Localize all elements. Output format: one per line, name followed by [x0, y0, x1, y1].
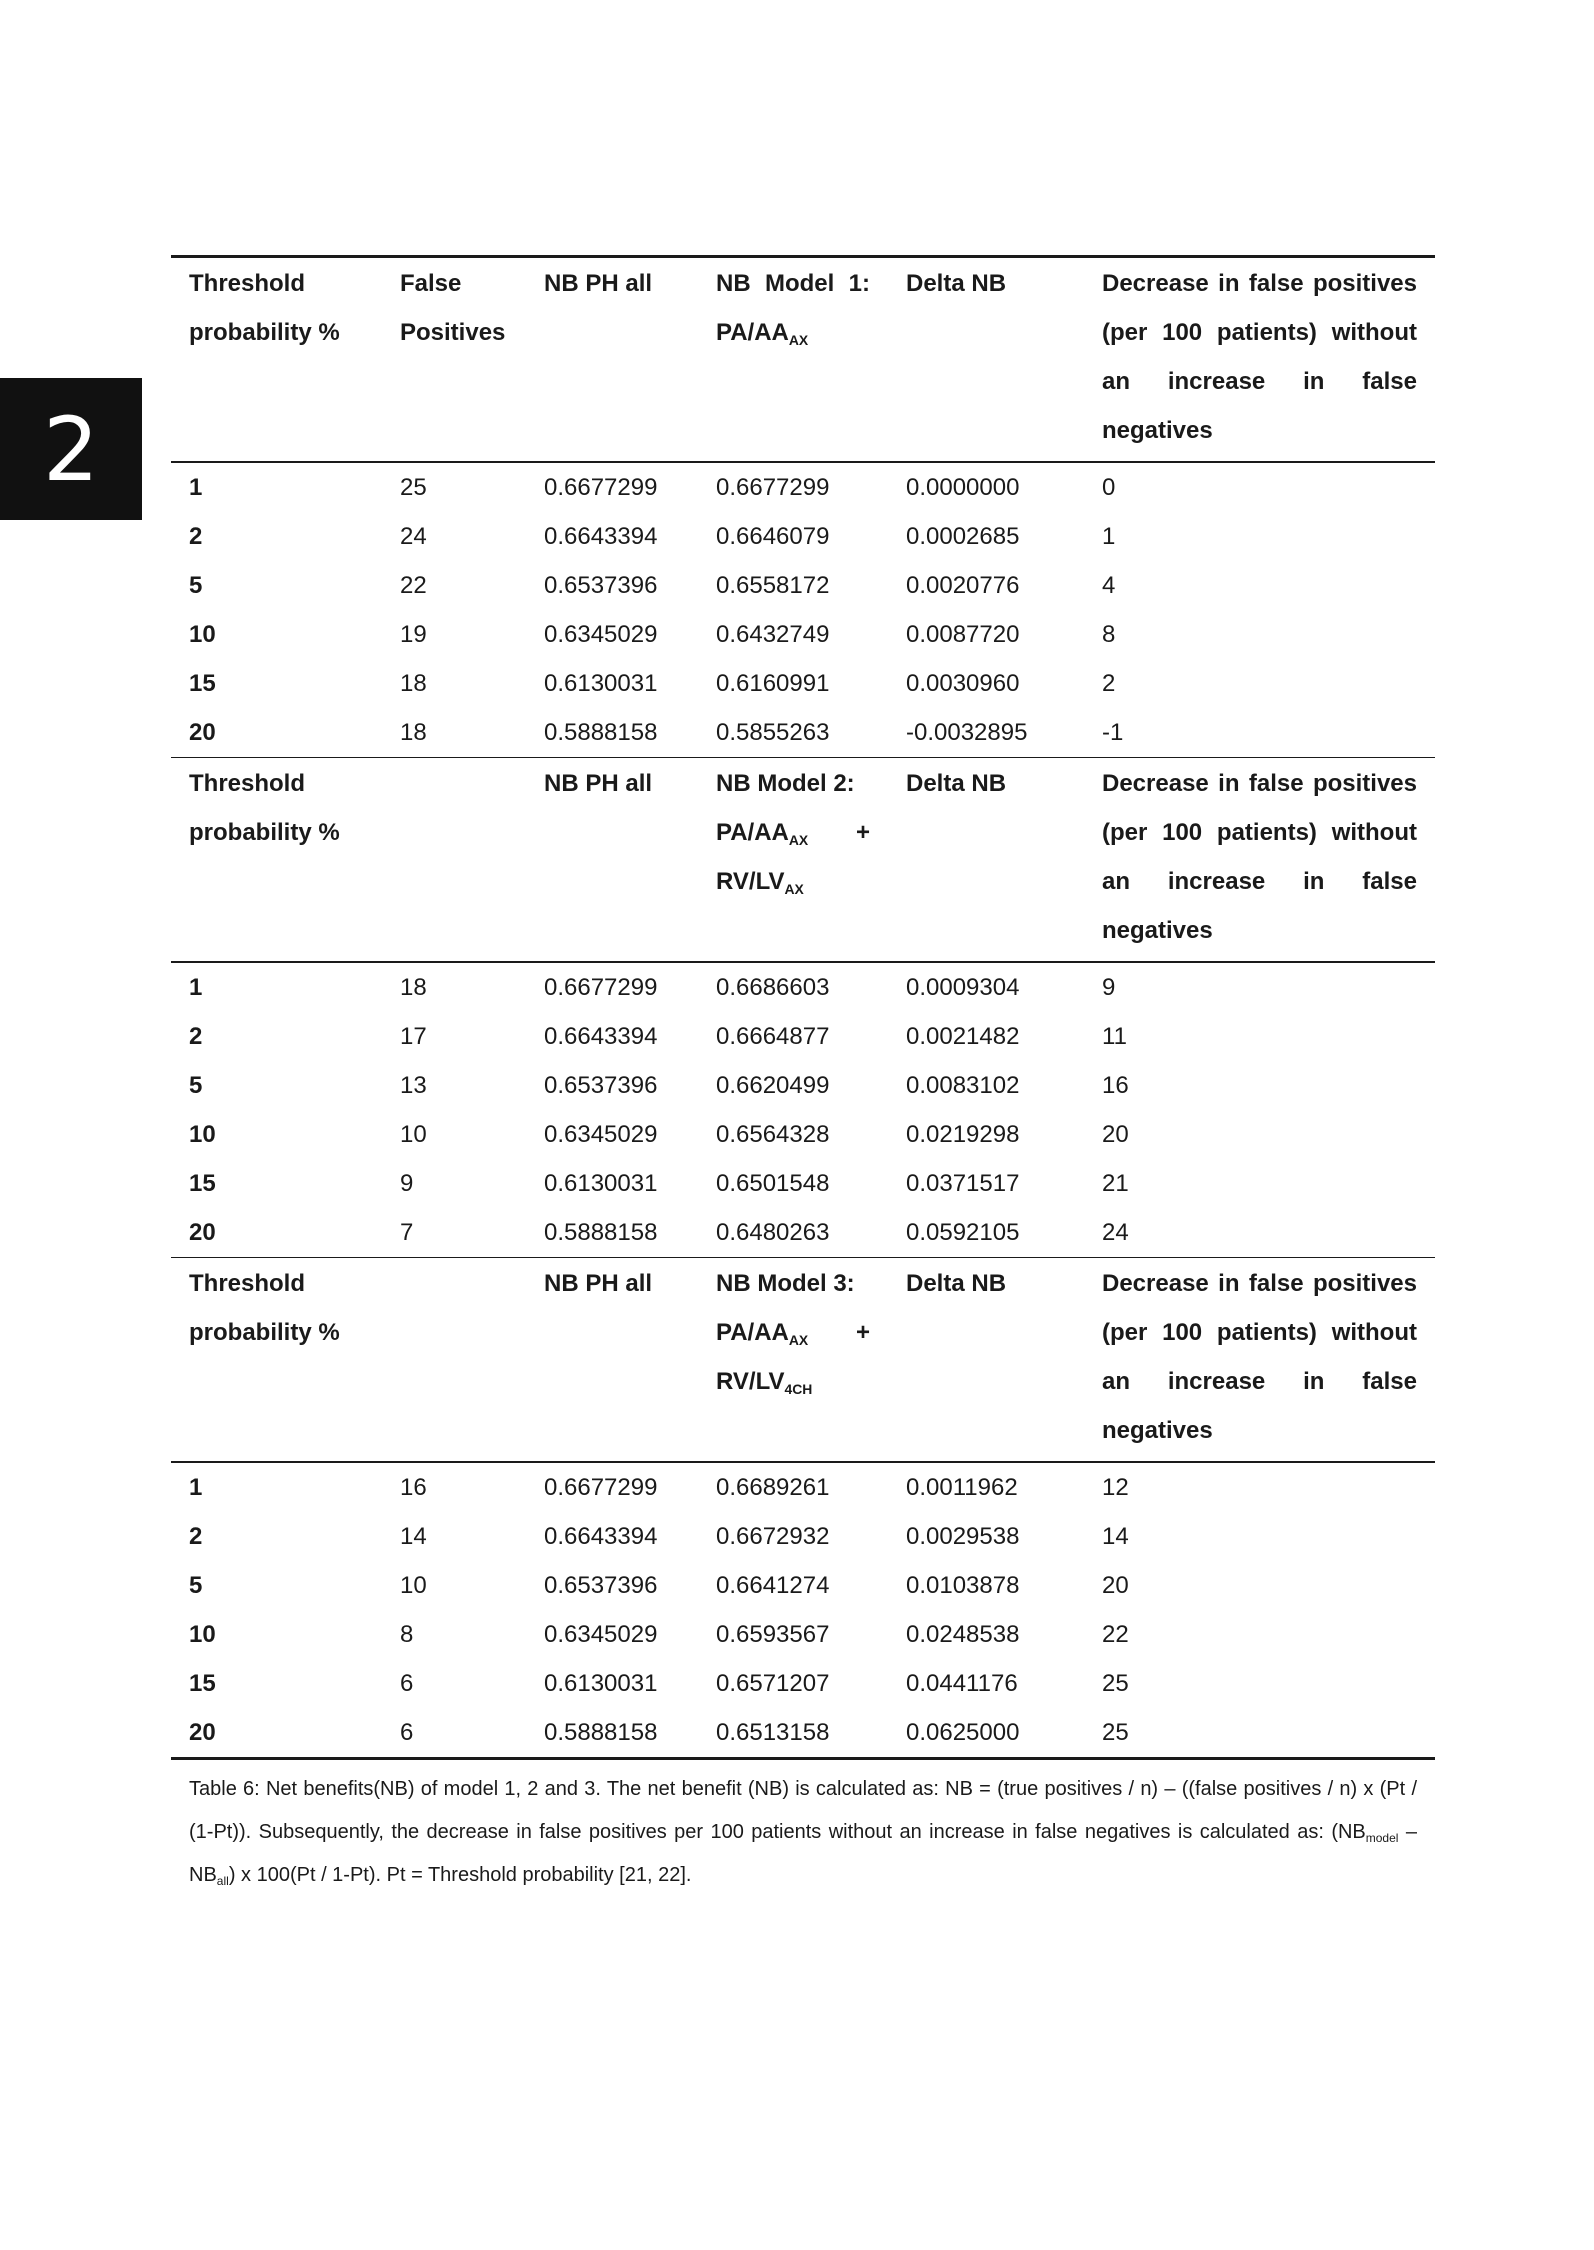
cell-fp: 18 [400, 719, 427, 746]
cell-delta: 0.0441176 [906, 1670, 1018, 1697]
cell-nb-ph-all: 0.6643394 [544, 1023, 658, 1050]
model-line3-main: RV/LV [716, 868, 785, 895]
cell-decrease: 20 [1102, 1572, 1129, 1599]
table-row [171, 1110, 1435, 1159]
cell-threshold: 2 [189, 1023, 203, 1050]
header-threshold-line2: probability % [189, 1319, 340, 1346]
table-row [171, 610, 1435, 659]
model-line2-plus: + [855, 1319, 870, 1346]
header-decrease-line-1: Decrease in false positives [1102, 770, 1417, 797]
cell-fp: 9 [400, 1170, 414, 1197]
table-row [171, 1512, 1435, 1561]
header-nb-ph-all [526, 257, 698, 463]
header-false-positives [382, 758, 526, 963]
chapter-number-tab: 2 [0, 378, 142, 520]
table-row [171, 1708, 1435, 1759]
header-false-positives [382, 257, 526, 463]
cell-threshold: 1 [171, 962, 382, 1012]
cell-threshold: 5 [189, 1572, 203, 1599]
cell-decrease: 12 [1084, 1462, 1435, 1512]
table-section-3 [171, 1258, 1435, 1759]
cell-decrease: 14 [1102, 1523, 1129, 1550]
model-line2-main: PA/AA [716, 819, 789, 846]
table-row [171, 1208, 1435, 1258]
cell-nb-ph-all: 0.6130031 [544, 1670, 658, 1697]
cell-threshold: 20 [171, 1708, 382, 1759]
header-decrease-line-2: (per 100 patients) without [1102, 819, 1417, 846]
model-line3-main: RV/LV [716, 1368, 785, 1395]
cell-delta: 0.0000000 [888, 462, 1084, 512]
cell-nb-ph-all: 0.6677299 [526, 1462, 698, 1512]
cell-decrease: 8 [1102, 621, 1116, 648]
cell-delta: 0.0625000 [888, 1708, 1084, 1759]
cell-threshold: 2 [189, 523, 203, 550]
cell-decrease: 0 [1084, 462, 1435, 512]
header-decrease-line-2: (per 100 patients) without [1102, 1319, 1417, 1346]
cell-nb-model: 0.6593567 [716, 1621, 830, 1648]
cell-threshold: 5 [189, 1072, 203, 1099]
header-threshold [171, 257, 382, 463]
cell-nb-model: 0.6677299 [698, 462, 888, 512]
cell-fp: 18 [400, 670, 427, 697]
cell-nb-model: 0.6620499 [716, 1072, 830, 1099]
cell-nb-ph-all: 0.5888158 [544, 719, 658, 746]
cell-nb-model: 0.6689261 [698, 1462, 888, 1512]
caption-sub-model: model [1365, 1831, 1399, 1846]
cell-nb-ph-all: 0.6643394 [544, 1523, 658, 1550]
table-row [171, 462, 1435, 512]
header-false-positives [382, 1258, 526, 1463]
cell-nb-ph-all: 0.6345029 [544, 1121, 658, 1148]
header-threshold-line1: Threshold [189, 1270, 306, 1297]
header-decrease-line-2: (per 100 patients) without [1102, 319, 1417, 346]
cell-delta: -0.0032895 [906, 719, 1028, 746]
cell-decrease: 25 [1084, 1708, 1435, 1759]
header-threshold-line1: Threshold [189, 270, 306, 297]
table-row [171, 708, 1435, 758]
model-title-text: NB Model 1: [716, 270, 870, 297]
table-row [171, 1659, 1435, 1708]
table-section-1 [171, 257, 1435, 758]
header-threshold [171, 1258, 382, 1463]
cell-fp: 22 [400, 572, 427, 599]
cell-decrease: 25 [1102, 1670, 1129, 1697]
header-threshold [171, 758, 382, 963]
header-row [171, 1258, 1435, 1463]
table-row [171, 561, 1435, 610]
cell-decrease: -1 [1102, 719, 1124, 746]
cell-nb-model: 0.6160991 [716, 670, 830, 697]
cell-nb-ph-all: 0.5888158 [544, 1219, 658, 1246]
cell-delta: 0.0009304 [888, 962, 1084, 1012]
cell-nb-ph-all: 0.6677299 [526, 462, 698, 512]
model-line2-sub: AX [788, 831, 809, 848]
cell-fp: 16 [382, 1462, 526, 1512]
model-line2-term [716, 819, 808, 846]
header-decrease-line-1: Decrease in false positives [1102, 1270, 1417, 1297]
model-line2-plus: + [855, 819, 870, 846]
header-decrease-line-3: an increase in false [1102, 1368, 1417, 1395]
header-nb-ph-all-text: NB PH all [544, 770, 653, 797]
header-nb-model [698, 758, 888, 963]
table-row [171, 512, 1435, 561]
header-threshold-line2: probability % [189, 319, 340, 346]
cell-threshold: 10 [189, 1121, 216, 1148]
header-nb-ph-all [526, 758, 698, 963]
header-delta-nb [888, 257, 1084, 463]
header-decrease-fp [1084, 758, 1435, 963]
cell-nb-model: 0.5855263 [716, 719, 830, 746]
cell-decrease: 4 [1102, 572, 1116, 599]
model-title-text: NB Model 3: [716, 1270, 855, 1297]
cell-fp: 17 [400, 1023, 427, 1050]
cell-decrease: 9 [1084, 962, 1435, 1012]
cell-threshold: 20 [189, 719, 216, 746]
cell-fp: 19 [400, 621, 427, 648]
cell-decrease: 11 [1102, 1023, 1127, 1050]
cell-threshold: 5 [189, 572, 203, 599]
cell-nb-ph-all: 0.6130031 [544, 670, 658, 697]
header-decrease-line-3: an increase in false [1102, 368, 1417, 395]
table-row [171, 1610, 1435, 1659]
header-decrease-fp [1084, 1258, 1435, 1463]
cell-nb-ph-all: 0.6345029 [544, 621, 658, 648]
header-decrease-line-3: an increase in false [1102, 868, 1417, 895]
header-nb-ph-all [526, 1258, 698, 1463]
cell-fp: 6 [382, 1708, 526, 1759]
model-line2 [716, 308, 888, 357]
cell-nb-model: 0.6558172 [716, 572, 830, 599]
net-benefit-table [171, 255, 1435, 1760]
cell-threshold: 10 [189, 621, 216, 648]
caption-sub-all: all [216, 1874, 229, 1889]
cell-delta: 0.0020776 [906, 572, 1020, 599]
model-line2-term [716, 319, 808, 346]
cell-fp: 8 [400, 1621, 414, 1648]
cell-decrease: 16 [1102, 1072, 1129, 1099]
table-row [171, 1561, 1435, 1610]
model-title [716, 759, 888, 808]
table-caption [189, 1768, 1417, 1897]
cell-decrease: 20 [1102, 1121, 1129, 1148]
header-delta-nb-text: Delta NB [906, 270, 1007, 297]
cell-threshold: 20 [189, 1219, 216, 1246]
cell-nb-model: 0.6432749 [716, 621, 830, 648]
model-title-text: NB Model 2: [716, 770, 855, 797]
table-row [171, 962, 1435, 1012]
header-threshold-line2: probability % [189, 819, 340, 846]
cell-delta: 0.0021482 [906, 1023, 1020, 1050]
cell-nb-ph-all: 0.6537396 [544, 1572, 658, 1599]
cell-delta: 0.0103878 [906, 1572, 1020, 1599]
caption-text-2: – NB [189, 1821, 1417, 1886]
cell-delta: 0.0011962 [888, 1462, 1084, 1512]
cell-delta: 0.0087720 [906, 621, 1020, 648]
header-decrease-line-4: negatives [1102, 1417, 1213, 1444]
cell-threshold: 2 [189, 1523, 203, 1550]
table-row [171, 1061, 1435, 1110]
model-line2-sub: AX [788, 331, 809, 348]
header-row [171, 758, 1435, 963]
cell-threshold: 1 [171, 462, 382, 512]
caption-text-3: ) x 100(Pt / 1-Pt). Pt = Threshold probability [21, 22]. [228, 1864, 692, 1886]
header-threshold-line1: Threshold [189, 770, 306, 797]
cell-fp: 18 [382, 962, 526, 1012]
model-line3 [716, 857, 888, 906]
cell-fp: 14 [400, 1523, 427, 1550]
model-line3 [716, 1357, 888, 1406]
header-nb-model [698, 257, 888, 463]
cell-nb-model: 0.6672932 [716, 1523, 830, 1550]
header-nb-ph-all-text: NB PH all [544, 270, 653, 297]
header-row [171, 257, 1435, 463]
model-line2-term [716, 1319, 808, 1346]
cell-nb-model: 0.6513158 [698, 1708, 888, 1759]
caption-text-1: Table 6: Net benefits(NB) of model 1, 2 and 3. The net benefit (NB) is calculated as: NB = (true positives / n) – ((false positives / n) x (Pt / (1-Pt)). Subsequently, the decrease in false positives per 100 patients without an increase in false negatives is calculated as: (NB [189, 1778, 1417, 1843]
header-nb-ph-all-text: NB PH all [544, 1270, 653, 1297]
cell-nb-model: 0.6501548 [716, 1170, 830, 1197]
cell-delta: 0.0371517 [906, 1170, 1020, 1197]
model-title [716, 259, 888, 308]
table-row [171, 1012, 1435, 1061]
table-section-2 [171, 758, 1435, 1258]
net-benefit-table-container [171, 255, 1435, 1760]
cell-decrease: 1 [1102, 523, 1116, 550]
cell-delta: 0.0030960 [906, 670, 1020, 697]
header-delta-nb-text: Delta NB [906, 1270, 1007, 1297]
cell-nb-ph-all: 0.5888158 [526, 1708, 698, 1759]
model-line2-main: PA/AA [716, 319, 789, 346]
header-decrease-line-4: negatives [1102, 917, 1213, 944]
header-decrease-fp [1084, 257, 1435, 463]
cell-nb-model: 0.6646079 [716, 523, 830, 550]
cell-fp: 10 [400, 1572, 427, 1599]
cell-delta: 0.0083102 [906, 1072, 1020, 1099]
cell-nb-model: 0.6480263 [716, 1219, 830, 1246]
cell-nb-model: 0.6686603 [698, 962, 888, 1012]
header-decrease-line-4: negatives [1102, 417, 1213, 444]
cell-delta: 0.0592105 [906, 1219, 1020, 1246]
cell-nb-model: 0.6641274 [716, 1572, 830, 1599]
cell-threshold: 15 [189, 1170, 216, 1197]
cell-fp: 7 [400, 1219, 414, 1246]
cell-fp: 24 [400, 523, 427, 550]
cell-delta: 0.0029538 [906, 1523, 1020, 1550]
cell-nb-ph-all: 0.6130031 [544, 1170, 658, 1197]
cell-nb-ph-all: 0.6537396 [544, 572, 658, 599]
header-nb-model [698, 1258, 888, 1463]
cell-decrease: 22 [1102, 1621, 1129, 1648]
model-line2-sub: AX [788, 1331, 809, 1348]
header-decrease-line-1: Decrease in false positives [1102, 270, 1417, 297]
cell-threshold: 15 [189, 670, 216, 697]
cell-nb-ph-all: 0.6643394 [544, 523, 658, 550]
header-delta-nb-text: Delta NB [906, 770, 1007, 797]
table-row [171, 1159, 1435, 1208]
cell-nb-ph-all: 0.6345029 [544, 1621, 658, 1648]
cell-fp: 6 [400, 1670, 414, 1697]
cell-threshold: 1 [171, 1462, 382, 1512]
model-line2 [716, 808, 888, 857]
table-row [171, 659, 1435, 708]
header-delta-nb [888, 1258, 1084, 1463]
model-title [716, 1259, 888, 1308]
cell-nb-ph-all: 0.6537396 [544, 1072, 658, 1099]
header-delta-nb [888, 758, 1084, 963]
cell-threshold: 10 [189, 1621, 216, 1648]
cell-fp: 13 [400, 1072, 427, 1099]
cell-nb-ph-all: 0.6677299 [526, 962, 698, 1012]
model-line2-main: PA/AA [716, 1319, 789, 1346]
cell-decrease: 21 [1102, 1170, 1129, 1197]
cell-delta: 0.0002685 [906, 523, 1020, 550]
cell-decrease: 24 [1102, 1219, 1129, 1246]
cell-decrease: 2 [1102, 670, 1116, 697]
table-row [171, 1462, 1435, 1512]
cell-threshold: 15 [189, 1670, 216, 1697]
model-line2 [716, 1308, 888, 1357]
cell-nb-model: 0.6571207 [716, 1670, 830, 1697]
cell-nb-model: 0.6664877 [716, 1023, 830, 1050]
cell-delta: 0.0219298 [906, 1121, 1020, 1148]
cell-fp: 25 [382, 462, 526, 512]
header-fp-line1: False [400, 270, 462, 297]
model-line3-sub: 4CH [784, 1380, 813, 1397]
model-line3-sub: AX [784, 880, 804, 897]
header-fp-line2: Positives [400, 319, 506, 346]
cell-fp: 10 [400, 1121, 427, 1148]
cell-delta: 0.0248538 [906, 1621, 1020, 1648]
cell-nb-model: 0.6564328 [716, 1121, 830, 1148]
